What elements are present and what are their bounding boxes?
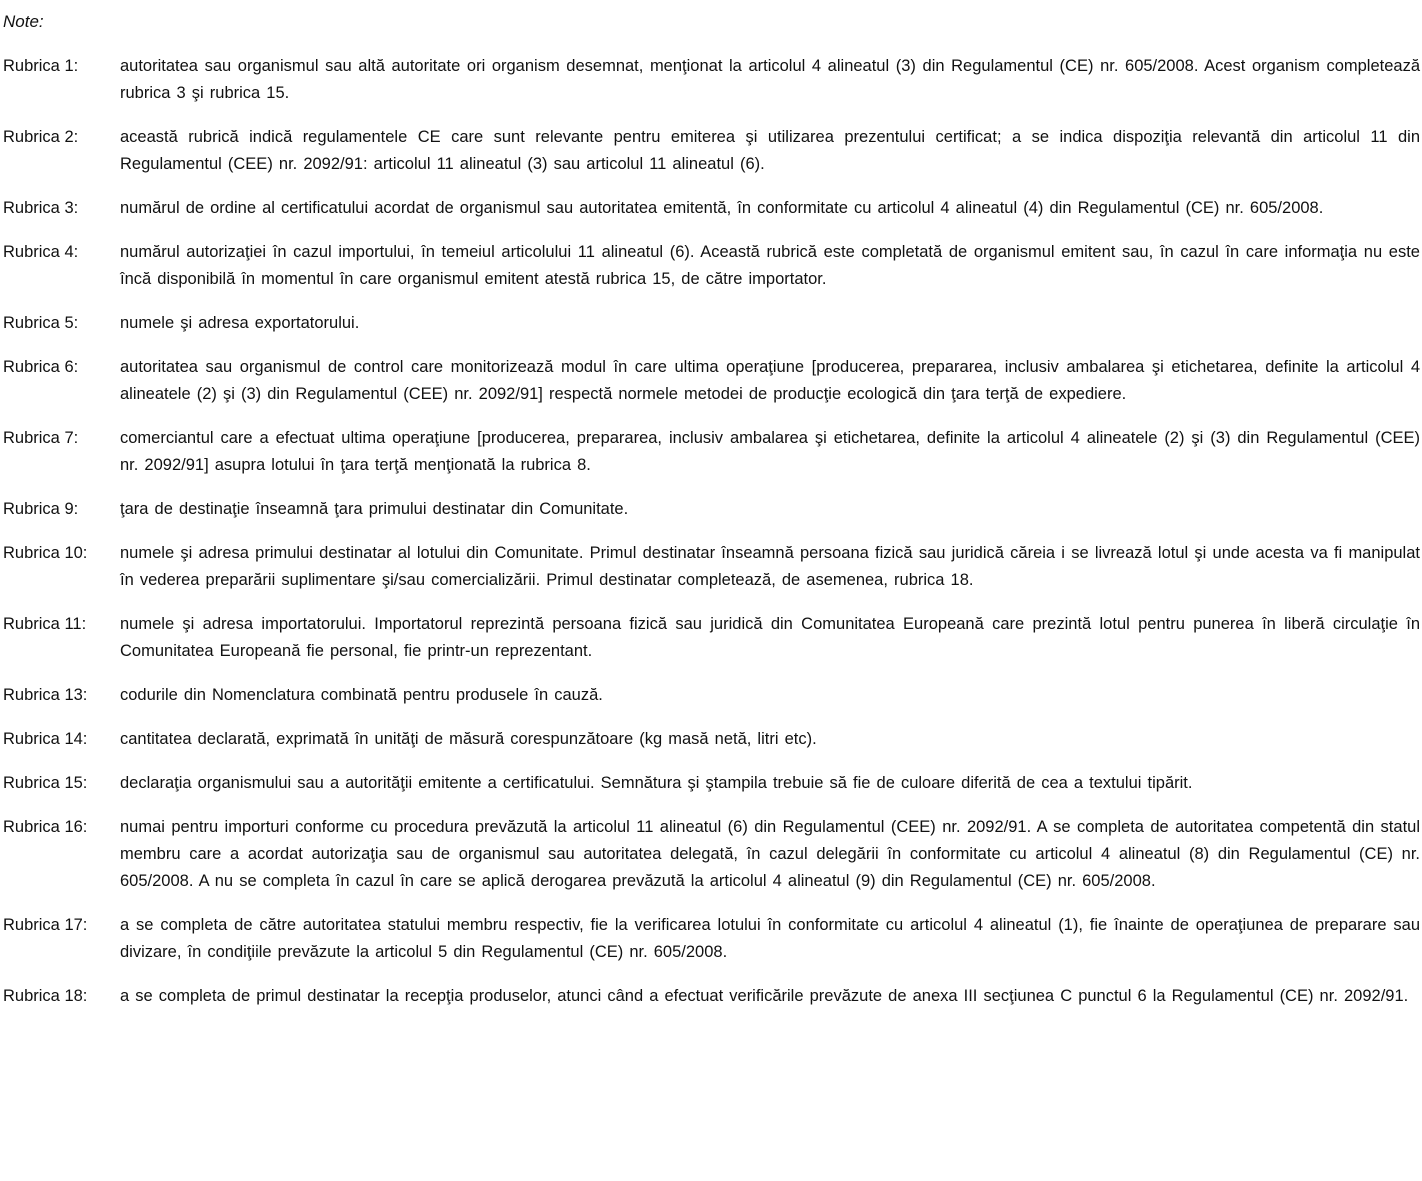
entry-label: Rubrica 15: [3,774,88,792]
entry-label: Rubrica 13: [3,686,88,704]
entry-text: autoritatea sau organismul sau altă autoritate ori organism desemnat, menţionat la articolul 4 alineatul (3) din Regulamentul (CE) nr. 605/2008. Acest organism completează rubrica 3 şi rubrica 15. [120,57,1420,102]
entry-label: Rubrica 4: [3,243,79,261]
entry-text: a se completa de către autoritatea statului membru respectiv, fie la verificarea lotului în conformitate cu articolul 4 alineatul (1), fie înainte de operaţiunea de preparare sau divizare, în condiţiile prevăzute la articolul 5 din Regulamentul (CE) nr. 605/2008. [120,916,1420,961]
entry-text: cantitatea declarată, exprimată în unităţi de măsură corespunzătoare (kg masă netă, litri etc). [120,730,817,748]
entry-label: Rubrica 16: [3,818,88,836]
entry-text: ţara de destinaţie înseamnă ţara primului destinatar din Comunitate. [120,500,629,518]
note-entry [3,770,1420,797]
note-entry [3,726,1420,753]
entry-text: declaraţia organismului sau a autorităţii emitente a certificatului. Semnătura şi ştampila trebuie să fie de culoare diferită de cea a textului tipărit. [120,774,1193,792]
entry-text: numele şi adresa importatorului. Importatorul reprezintă persoana fizică sau juridică din Comunitatea Europeană care prezintă lotul pentru punerea în liberă circulaţie în Comunitatea Europeană fie personal, fie printr-un reprezentant. [120,615,1420,660]
entries-list [3,53,1420,1010]
note-entry [3,983,1420,1010]
entry-text: numai pentru importuri conforme cu procedura prevăzută la articolul 11 alineatul (6) din Regulamentul (CEE) nr. 2092/91. A se completa de autoritatea competentă din statul membru care a acordat autorizaţia sau de organismul sau autoritatea delegată, în cazul delegării în conformitate cu articolul 4 alineatul (8) din Regulamentul (CE) nr. 605/2008. A nu se completa în cazul în care se aplică derogarea prevăzută la articolul 4 alineatul (9) din Regulamentul (CE) nr. 605/2008. [120,818,1420,890]
note-entry [3,540,1420,594]
entry-label: Rubrica 18: [3,987,88,1005]
entry-text: autoritatea sau organismul de control care monitorizează modul în care ultima operaţiune [producerea, prepararea, inclusiv ambalarea şi etichetarea, definite la articolul 4 alineatele (2) şi (3) din Regulamentul (CEE) nr. 2092/91] respectă normele metodei de producţie ecologică din ţara terţă de expediere. [120,358,1420,403]
note-entry [3,425,1420,479]
note-entry [3,682,1420,709]
note-title: Note: [3,12,44,31]
note-entry [3,354,1420,408]
note-entry [3,814,1420,895]
note-entry [3,310,1420,337]
entry-text: codurile din Nomenclatura combinată pentru produsele în cauză. [120,686,603,704]
note-entry [3,195,1420,222]
note-entry [3,53,1420,107]
entry-label: Rubrica 7: [3,429,79,447]
entry-text: numele şi adresa primului destinatar al lotului din Comunitate. Primul destinatar înseamnă persoana fizică sau juridică căreia i se livrează lotul şi unde acesta va fi manipulat în vederea preparării suplimentare şi/sau comercializării. Primul destinatar completează, de asemenea, rubrica 18. [120,544,1420,589]
entry-label: Rubrica 6: [3,358,79,376]
entry-label: Rubrica 10: [3,544,88,562]
entry-label: Rubrica 1: [3,57,79,75]
entry-text: comerciantul care a efectuat ultima operaţiune [producerea, prepararea, inclusiv ambalarea şi etichetarea, definite la articolul 4 alineatele (2) şi (3) din Regulamentul (CEE) nr. 2092/91] asupra lotului în ţara terţă menţionată la rubrica 8. [120,429,1420,474]
note-entry [3,611,1420,665]
note-entry [3,239,1420,293]
entry-label: Rubrica 11: [3,615,87,633]
note-entry [3,912,1420,966]
entry-text: această rubrică indică regulamentele CE care sunt relevante pentru emiterea şi utilizarea prezentului certificat; a se indica dispoziţia relevantă din articolul 11 din Regulamentul (CEE) nr. 2092/91: articolul 11 alineatul (3) sau articolul 11 alineatul (6). [120,128,1420,173]
entry-text: numărul autorizaţiei în cazul importului, în temeiul articolului 11 alineatul (6). Această rubrică este completată de organismul emitent sau, în cazul în care informaţia nu este încă disponibilă în momentul în care organismul emitent atestă rubrica 15, de către importator. [120,243,1420,288]
entry-label: Rubrica 5: [3,314,79,332]
note-entry [3,124,1420,178]
entry-label: Rubrica 9: [3,500,79,518]
note-entry [3,496,1420,523]
entry-label: Rubrica 3: [3,199,79,217]
entry-label: Rubrica 2: [3,128,79,146]
entry-text: numărul de ordine al certificatului acordat de organismul sau autoritatea emitentă, în conformitate cu articolul 4 alineatul (4) din Regulamentul (CE) nr. 605/2008. [120,199,1324,217]
entry-text: a se completa de primul destinatar la recepţia produselor, atunci când a efectuat verificările prevăzute de anexa III secţiunea C punctul 6 la Regulamentul (CE) nr. 2092/91. [120,987,1409,1005]
entry-label: Rubrica 14: [3,730,88,748]
entry-label: Rubrica 17: [3,916,88,934]
entry-text: numele şi adresa exportatorului. [120,314,360,332]
